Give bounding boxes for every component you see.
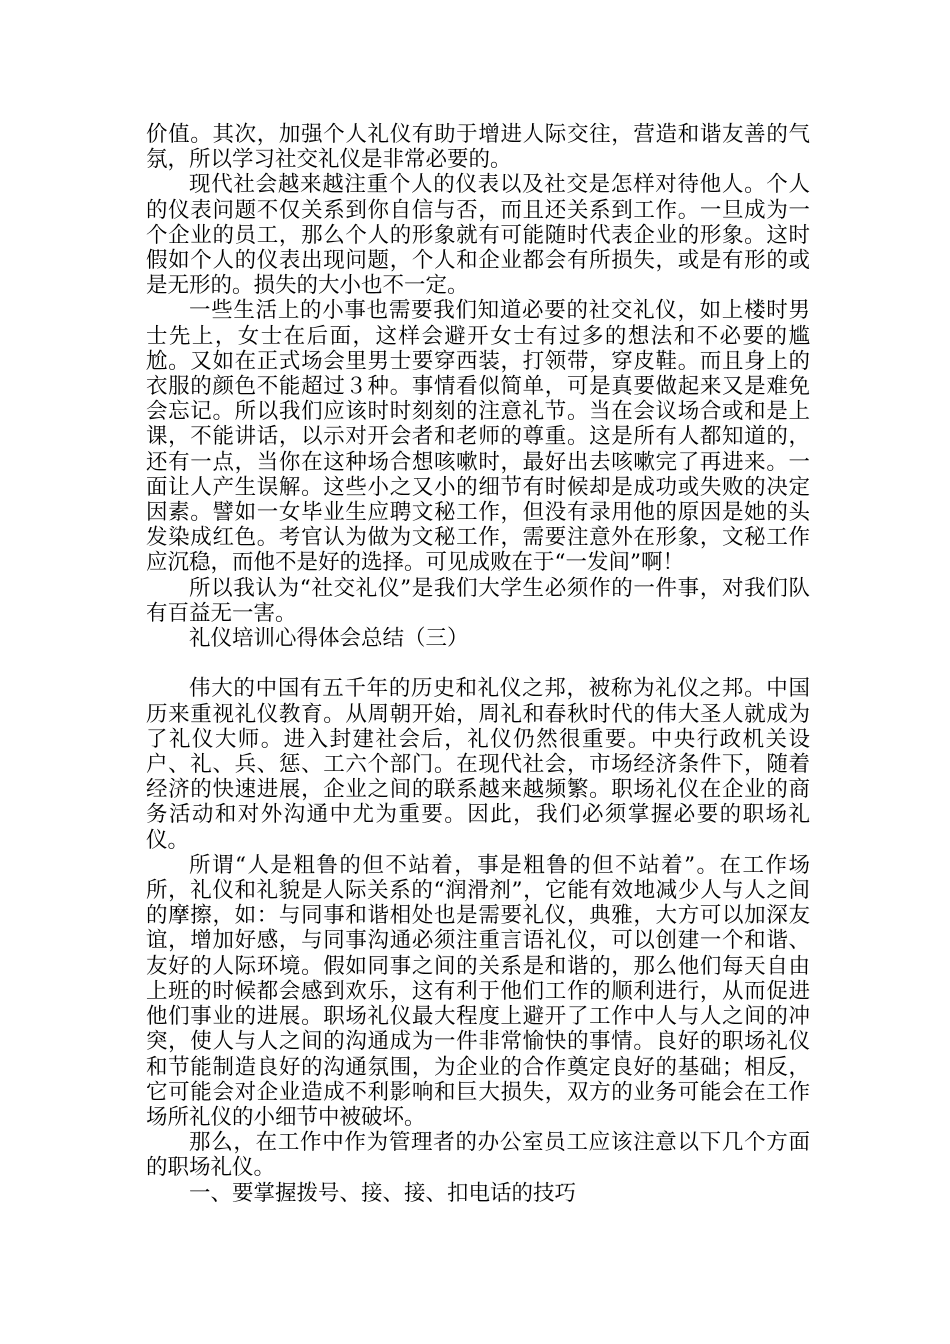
paragraph-office-staff: 那么，在工作中作为管理者的办公室员工应该注意以下几个方面的职场礼仪。 [146, 1130, 810, 1181]
paragraph-phone-skills: 一、要掌握拨号、接、接、扣电话的技巧 [189, 1180, 577, 1206]
document-page [146, 122, 810, 1206]
paragraph-conclusion: 所以我认为“社交礼仪”是我们大学生必须作的一件事，对我们队有百益无一害。 [146, 575, 810, 626]
section-heading: 礼仪培训心得体会总结（三） [189, 626, 469, 652]
paragraph-workplace: 所谓“人是粗鲁的但不站着，事是粗鲁的但不站着”。在工作场所，礼仪和礼貌是人际关系的“润滑剂”，它能有效地减少人与人之间的摩擦，如：与同事和谐相处也是需要礼仪，典雅，大方可以加深友谊，增加好感，与同事沟通必须注重言语礼仪，可以创建一个和谐、友好的人际环境。假如同事之间的关系是和谐的，那么他们每天自由上班的时候都会感到欢乐，这有利于他们工作的顺利进行，从而促进他们事业的进展。职场礼仪最大程度上避开了工作中人与人之间的冲突，使人与人之间的沟通成为一件非常愉快的事情。良好的职场礼仪和节能制造良好的沟通氛围，为企业的合作奠定良好的基础；相反，它可能会对企业造成不利影响和巨大损失，双方的业务可能会在工作场所礼仪的小细节中被破坏。 [146, 852, 810, 1130]
paragraph-appearance: 现代社会越来越注重个人的仪表以及社交是怎样对待他人。个人的仪表问题不仅关系到你自信与否，而且还关系到工作。一旦成为一个企业的员工，那么个人的形象就有可能随时代表企业的形象。这时假如个人的仪表出现问题，个人和企业都会有所损失，或是有形的或是无形的。损失的大小也不一定。 [146, 172, 810, 299]
paragraph-continuation: 价值。其次，加强个人礼仪有助于增进人际交往，营造和谐友善的气氛，所以学习社交礼仪是非常必要的。 [146, 122, 810, 173]
paragraph-daily-etiquette: 一些生活上的小事也需要我们知道必要的社交礼仪，如上楼时男士先上，女士在后面，这样会避开女士有过多的想法和不必要的尴尬。又如在正式场会里男士要穿西装，打领带，穿皮鞋。而且身上的衣服的颜色不能超过３种。事情看似简单，可是真要做起来又是难免会忘记。所以我们应该时时刻刻的注意礼节。当在会议场合或和是上课，不能讲话，以示对开会者和老师的尊重。这是所有人都知道的，还有一点，当你在这种场合想咳嗽时，最好出去咳嗽完了再进来。一面让人产生误解。这些小之又小的细节有时候却是成功或失败的决定因素。譬如一女毕业生应聘文秘工作，但没有录用他的原因是她的头发染成红色。考官认为做为文秘工作，需要注意外在形象，文秘工作应沉稳，而他不是好的选择。可见成败在于“一发间”啊！ [146, 298, 810, 576]
blank-line [146, 651, 810, 676]
paragraph-history: 伟大的中国有五千年的历史和礼仪之邦，被称为礼仪之邦。中国历来重视礼仪教育。从周朝开始，周礼和春秋时代的伟大圣人就成为了礼仪大师。进入封建社会后，礼仪仍然很重要。中央行政机关设户、礼、兵、惩、工六个部门。在现代社会，市场经济条件下，随着经济的快速进展，企业之间的联系越来越频繁。职场礼仪在企业的商务活动和对外沟通中尤为重要。因此，我们必须掌握必要的职场礼仪。 [146, 676, 810, 853]
